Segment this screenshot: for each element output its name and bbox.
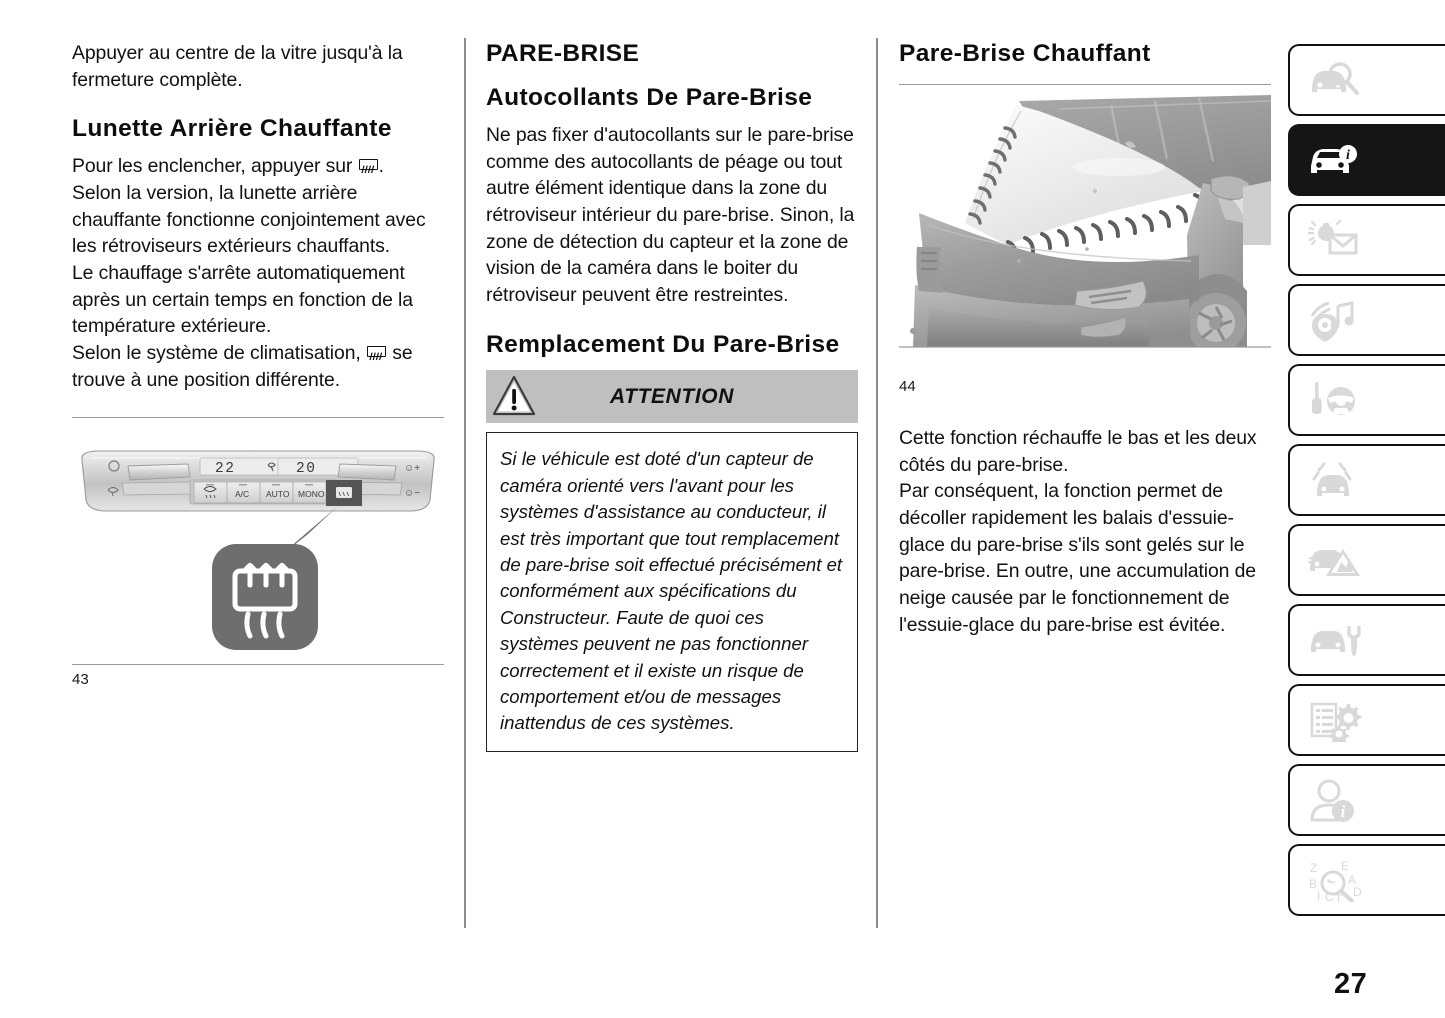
- display-right-temperature: 20: [296, 461, 317, 478]
- svg-text:i: i: [1340, 802, 1346, 821]
- button-label-ac: A/C: [235, 489, 250, 500]
- maintenance-wrench-icon: [1308, 618, 1362, 662]
- sidebar-tab-maintenance[interactable]: [1288, 604, 1445, 676]
- car-info-icon: [1308, 138, 1362, 182]
- display-left-temperature: 22: [215, 461, 236, 478]
- sidebar-tab-car-overview[interactable]: [1288, 44, 1445, 116]
- sidebar-tab-driving[interactable]: [1288, 364, 1445, 436]
- customer-service-person-icon: [1308, 778, 1362, 822]
- figure-44-rule-top: [899, 84, 1271, 85]
- figure-44-heated-windshield: [899, 95, 1271, 372]
- paragraph-climatisation: [72, 340, 444, 393]
- index-letter-z: Z: [1310, 861, 1318, 875]
- figure-43-rule-top: [72, 417, 444, 418]
- index-letter-d: D: [1353, 885, 1362, 899]
- attention-title: ATTENTION: [610, 384, 734, 408]
- sidebar-tab-technical-specs[interactable]: [1288, 684, 1445, 756]
- sidebar-tab-customer-service[interactable]: [1288, 764, 1445, 836]
- attention-header: [486, 370, 858, 423]
- attention-text: Si le véhicule est doté d'un capteur de caméra orienté vers l'avant pour les systèmes d'assistance au conducteur, il est très important que tout remplacement de pare-brise soit effectué précisément et conformément aux spécifications du Constructeur. Faute de quoi ces systèmes peuvent ne pas fonctionner correctement et il existe un risque de comportement et/ou de messages inattendus de ces systèmes.: [500, 448, 843, 734]
- figure-43-number: 43: [72, 671, 89, 689]
- technical-specs-gears-icon: [1308, 698, 1362, 742]
- sidebar-tab-emergency[interactable]: [1288, 524, 1445, 596]
- car-overview-magnifier-icon: [1308, 58, 1362, 102]
- sidebar-tab-car-info[interactable]: [1288, 124, 1445, 196]
- heading-autocollants-de-pare-brise: Autocollants De Pare-Brise: [486, 83, 813, 111]
- button-label-mono: MONO: [298, 489, 325, 500]
- column-one: [72, 40, 444, 688]
- paragraph-climatisation-post: se trouve à une position différente.: [72, 341, 413, 391]
- column-divider-1: [464, 38, 466, 928]
- index-letter-c: C: [1325, 890, 1334, 902]
- intro-paragraph: Appuyer au centre de la vitre jusqu'à la fermeture complète.: [72, 42, 403, 91]
- driver-assistance-lane-icon: [1308, 458, 1362, 502]
- paragraph-enclencher-post: .: [378, 155, 384, 178]
- warning-lamp-message-icon: [1308, 218, 1362, 262]
- attention-body: [486, 432, 858, 751]
- paragraph-autocollants: Ne pas fixer d'autocollants sur le pare-brise comme des autocollants de péage ou tout autre élément identique dans la zone du rétroviseur intérieur du pare-brise. Sinon, la zone de détection du capteur et la zone de vision de la caméra dans le boiter du rétroviseur peuvent être restreintes.: [486, 123, 855, 306]
- index-letter-b: B: [1309, 877, 1318, 891]
- paragraph-climatisation-pre: Selon le système de climatisation,: [72, 341, 366, 364]
- rear-defrost-inline-icon: [359, 159, 378, 174]
- button-label-auto: AUTO: [266, 489, 290, 500]
- sidebar-tab-infotainment[interactable]: [1288, 284, 1445, 356]
- paragraph-enclencher-pre: Pour les enclencher, appuyer sur: [72, 155, 358, 178]
- figure-43-climate-panel: [72, 438, 444, 658]
- paragraph-fonction-rechauffe: Cette fonction réchauffe le bas et les deux côtés du pare-brise.: [899, 426, 1257, 476]
- figure-44-number: 44: [899, 377, 916, 395]
- column-two: [486, 40, 858, 752]
- section-title-pare-brise: PARE-BRISE: [486, 40, 640, 67]
- heading-pare-brise-chauffant: Pare-Brise Chauffant: [899, 40, 1151, 67]
- heading-lunette-arriere-chauffante: Lunette Arrière Chauffante: [72, 115, 392, 143]
- emergency-breakdown-icon: [1308, 538, 1362, 582]
- heading-remplacement-du-pare-brise: Remplacement Du Pare-Brise: [486, 330, 840, 358]
- column-divider-2: [876, 38, 878, 928]
- sidebar-tab-warning-lamps[interactable]: [1288, 204, 1445, 276]
- column-three: [899, 40, 1271, 638]
- index-letter-i: I: [1317, 889, 1321, 902]
- paragraph-consequent: Par conséquent, la fonction permet de décoller rapidement les balais d'essuie-glace du pare-brise s'ils sont gelés sur le pare-brise. En outre, une accumulation de neige causée par le fonctionnement de l'essuie-glace du pare-brise est évitée.: [899, 480, 1256, 636]
- alphabetical-index-icon: [1308, 858, 1362, 902]
- section-tabs[interactable]: [1288, 44, 1445, 924]
- driving-steering-wheel-icon: [1308, 378, 1362, 422]
- infotainment-navigation-icon: [1308, 298, 1362, 342]
- warning-triangle-icon: [492, 374, 536, 418]
- rear-defrost-inline-icon-2: [367, 346, 386, 361]
- paragraph-version: Selon la version, la lunette arrière chauffante fonctionne conjointement avec les rétroviseurs extérieurs chauffants.: [72, 181, 426, 258]
- paragraph-chauffage-arret: Le chauffage s'arrête automatiquement après un certain temps en fonction de la température extérieure.: [72, 261, 413, 338]
- page-number: 27: [1334, 968, 1368, 1000]
- svg-text:☺−: ☺−: [404, 488, 421, 500]
- index-letter-e: E: [1341, 859, 1350, 873]
- sidebar-tab-driver-assistance[interactable]: [1288, 444, 1445, 516]
- figure-43-rule-bottom: [72, 664, 444, 665]
- svg-text:i: i: [1346, 148, 1350, 163]
- index-letter-a: A: [1348, 873, 1357, 887]
- sidebar-tab-alphabetical-index[interactable]: [1288, 844, 1445, 916]
- paragraph-enclencher: [72, 153, 444, 180]
- index-letter-t: T: [1335, 892, 1343, 902]
- svg-text:☺+: ☺+: [404, 463, 421, 475]
